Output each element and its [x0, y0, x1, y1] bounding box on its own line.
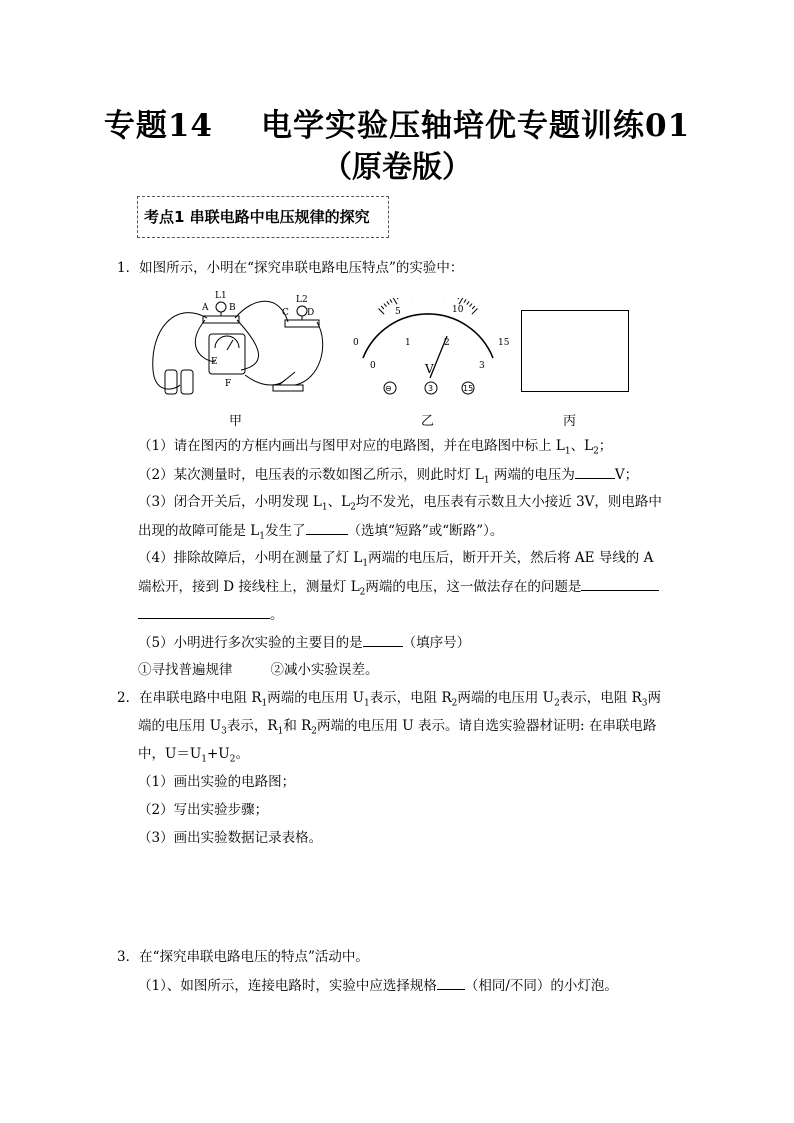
- lower-scale-3: 3: [479, 361, 485, 371]
- answer-blank[interactable]: [138, 604, 270, 619]
- label-l2: L2: [296, 295, 308, 305]
- lower-scale-2: 2: [444, 338, 450, 348]
- page-title: 专题14 电学实验压轴培优专题训练01: [103, 108, 691, 144]
- dial-tick: [381, 306, 384, 309]
- q1-part3-cont: 出现的故障可能是 $L_1$发生了 （选填“短路”或“断路”）。: [138, 520, 503, 547]
- answer-blank[interactable]: [581, 576, 659, 591]
- q2-step1: （1）画出实验的电路图；: [138, 774, 296, 790]
- figure-label-jia: 甲: [229, 414, 243, 429]
- lower-scale-1: 1: [405, 338, 411, 348]
- dial-tick: [387, 301, 389, 304]
- dial-tick: [470, 304, 473, 307]
- q1-part3: （3）闭合开关后，小明发现 $L_1$、$L_2$均不发光，电压表有示数且大小接近 3V，则电路中: [138, 494, 662, 513]
- q2-step3: （3）画出实验数据记录表格。: [138, 830, 323, 846]
- terminal-15: 15: [463, 384, 474, 393]
- dial-tick: [379, 309, 385, 315]
- label-a: A: [202, 303, 209, 313]
- dial-tick: [467, 301, 469, 304]
- label-b: B: [229, 303, 236, 313]
- label-l1: L1: [215, 291, 227, 301]
- answer-blank[interactable]: [575, 464, 615, 479]
- section-label: 考点1 串联电路中电压规律的探究: [137, 196, 389, 238]
- label-f: F: [225, 379, 232, 389]
- q2-step2: （2）写出实验步骤；: [138, 802, 269, 818]
- label-e: E: [211, 357, 218, 367]
- upper-scale-10: 10: [452, 305, 464, 315]
- answer-blank[interactable]: [437, 975, 465, 990]
- q1-part2: （2）某次测量时，电压表的示数如图乙所示，则此时灯 $L_1$ 两端的电压为 V；: [138, 464, 638, 491]
- q3-part1: （1）、如图所示，连接电路时，实验中应选择规格 （相同/不同）的小灯泡。: [138, 975, 618, 996]
- meter-unit: V: [425, 362, 434, 376]
- dial-tick: [459, 298, 463, 304]
- dial-tick: [393, 298, 397, 304]
- q2-line1: 2．在串联电路中电阻 $R_1$两端的电压用 $U_1$表示，电阻 $R_2$两端的电压用 $U_2$表示，电阻 $R_3$两: [117, 690, 661, 709]
- label-d: D: [307, 308, 315, 318]
- q3-stem: 3．在“探究串联电路电压的特点”活动中。: [117, 949, 369, 965]
- dial-tick: [472, 306, 475, 309]
- answer-box-bing: [521, 310, 629, 392]
- label-c: C: [282, 308, 289, 318]
- dial-tick: [384, 304, 387, 307]
- figure-label-yi: 乙: [421, 414, 435, 429]
- dial-tick: [396, 298, 398, 299]
- dial-tick: [464, 299, 466, 302]
- upper-scale-5: 5: [395, 307, 401, 317]
- q1-part4: （4）排除故障后，小明在测量了灯 $L_1$两端的电压后，断开开关，然后将 AE 导线的 A: [138, 550, 654, 569]
- dial-tick: [472, 309, 478, 315]
- q1-part4-end: 。: [138, 604, 284, 625]
- q1-options: ①寻找普遍规律 ②减小实验误差。: [138, 662, 379, 678]
- terminal-negative: ⊖: [385, 384, 392, 393]
- upper-scale-0: 0: [353, 338, 359, 348]
- upper-scale-15: 15: [498, 338, 510, 348]
- q2-line2: 端的电压用 $U_3$表示，$R_1$和 $R_2$两端的电压用 U 表示。请自选实验器材证明: 在串联电路: [138, 718, 657, 737]
- lower-scale-0: 0: [370, 361, 376, 371]
- q1-stem: 1．如图所示，小明在“探究串联电路电压特点”的实验中：: [117, 260, 464, 276]
- q1-part4-cont: 端松开，接到 D 接线柱上，测量灯 $L_2$两端的电压，这一做法存在的问题是: [138, 576, 659, 603]
- voltmeter-dial-yi: [345, 298, 515, 398]
- dial-tick: [458, 298, 460, 299]
- dial-tick: [390, 299, 392, 302]
- answer-blank[interactable]: [363, 632, 403, 647]
- terminal-3: 3: [428, 384, 434, 393]
- q1-part5: （5）小明进行多次实验的主要目的是 （填序号）: [138, 632, 470, 653]
- circuit-diagram-jia: [145, 290, 325, 405]
- q2-line3: 中，$U=U_1+U_2$。: [138, 746, 249, 765]
- q1-part1: （1）请在图丙的方框内画出与图甲对应的电路图，并在电路图中标上 $L_1$、$L_2$；: [138, 438, 613, 457]
- figure-label-bing: 丙: [563, 414, 577, 429]
- page-subtitle: （原卷版）: [322, 150, 472, 185]
- answer-blank[interactable]: [306, 520, 348, 535]
